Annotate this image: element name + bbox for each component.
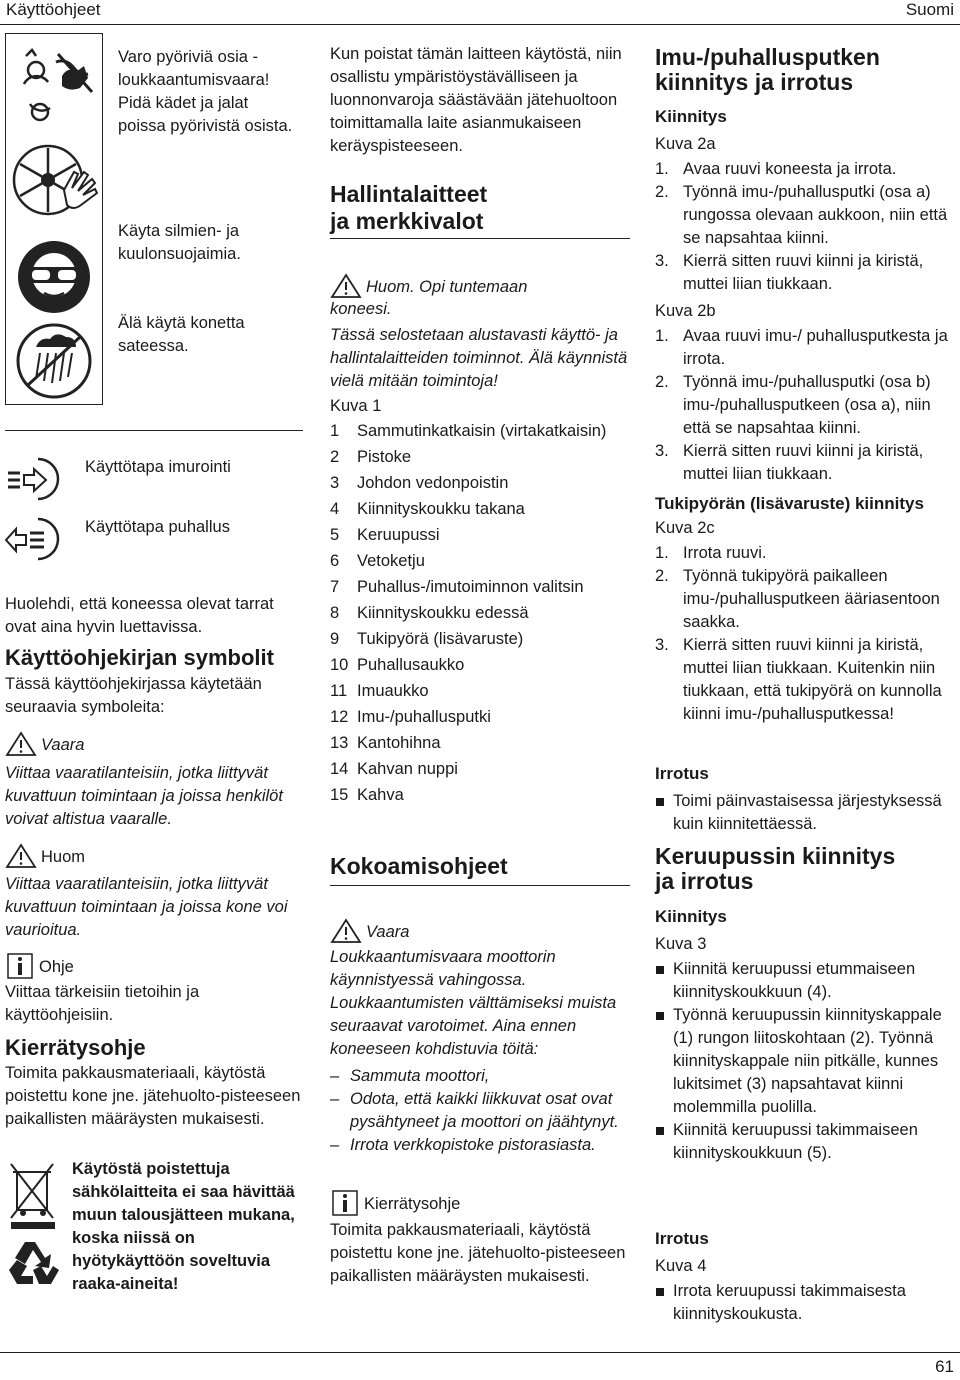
assembly-recycle-text: Toimita pakkausmateriaali, käytöstä poistettu kone jne. jätehuolto-pisteeseen paikallisten määräysten mukaisesti.	[330, 1221, 626, 1285]
assembly-vaara-heading	[330, 918, 409, 944]
precaution-list	[330, 1065, 630, 1157]
info-icon	[330, 1190, 360, 1216]
list-item: 11 Imuaukko	[330, 682, 429, 700]
header-divider	[0, 24, 960, 25]
symbols-intro: Tässä käyttöohjekirjassa käytetään seuraavia symboleita:	[5, 675, 262, 716]
bag-steps	[655, 958, 955, 1165]
list-item: – Odota, että kaikki liikkuvat osat ovat pysähtyneet ja moottori on jäähtynyt.	[330, 1090, 619, 1131]
list-item: 7 Puhallus-/imutoiminnon valitsin	[330, 578, 584, 596]
steps-2c	[655, 542, 955, 726]
wheel-title: Tukipyörän (lisävaruste) kiinnitys	[655, 494, 924, 513]
list-item: Toimi päinvastaisessa järjestyksessä kuin kiinnitettäessä.	[655, 790, 955, 836]
list-item: 3. Kierrä sitten ruuvi kiinni ja kiristä, muttei liian tiukkaan.	[655, 442, 924, 483]
ohje-heading	[5, 953, 74, 979]
list-item: 3. Kierrä sitten ruuvi kiinni ja kiristä, muttei liian tiukkaan.	[655, 252, 924, 293]
ohje-label: Ohje	[39, 958, 74, 976]
header-manual-title: Käyttöohjeet	[6, 0, 101, 19]
assembly-title: Kokoamisohjeet	[330, 853, 508, 879]
tube-title-2: kiinnitys ja irrotus	[655, 69, 854, 95]
steps-2b	[655, 325, 955, 486]
assembly-vaara-text-2: Loukkaantumisten välttämiseksi muista seuraavat varotoimet. Aina ennen koneeseen kohdistuvia töitä:	[330, 994, 617, 1058]
warning-triangle-icon	[330, 918, 362, 944]
safety-text-rain: Älä käytä konetta sateessa.	[118, 314, 245, 355]
controls-huom-text: Tässä selostetaan alustavasti käyttö- ja hallintalaitteiden toiminnot. Älä käynnistä vielä mitään toimintoja!	[330, 326, 628, 390]
vaara-text: Viittaa vaaratilanteisiin, jotka liittyvät kuvattuun toimintaan ja joissa henkilöt voivat altistua vaaralle.	[5, 764, 283, 828]
huom-heading	[5, 843, 85, 869]
assembly-recycle-heading	[330, 1190, 460, 1216]
disposal-intro: Kun poistat tämän laitteen käytöstä, niin osallistu ympäristöystävälliseen ja luonnonvaroja säästävään jätehuoltoon toimittamalla laite asianmukaiseen keräyspisteeseen.	[330, 45, 622, 155]
weee-text: Käytöstä poistettuja sähkölaitteita ei saa hävittää muun talousjätteen mukana, koska niissä on hyötykäyttöön soveltuvia raaka-aineita!	[72, 1160, 295, 1293]
figure-2b-label: Kuva 2b	[655, 302, 716, 320]
symbols-title: Käyttöohjekirjan symbolit	[5, 645, 274, 670]
bag-kiinnitys-heading: Kiinnitys	[655, 907, 727, 926]
assembly-vaara-label: Vaara	[366, 923, 410, 941]
controls-title-rule	[330, 238, 630, 239]
bag-title-1: Keruupussin kiinnitys	[655, 843, 896, 869]
blow-mode-icon	[4, 515, 62, 568]
section-divider	[5, 430, 303, 431]
crossed-bin-icon	[5, 1160, 61, 1235]
vaara-heading	[5, 731, 84, 757]
vaara-label: Vaara	[41, 736, 85, 754]
warning-triangle-icon	[5, 843, 37, 869]
assembly-title-rule	[330, 885, 630, 886]
recycle-title: Kierrätysohje	[5, 1035, 146, 1060]
safety-text-rotating: Varo pyöriviä osia - loukkaantumisvaara! Pidä kädet ja jalat poissa pyörivistä osista.	[118, 48, 293, 135]
list-item: 2. Työnnä imu-/puhallusputki (osa a) rungossa olevaan aukkoon, niin että se napsahtaa kiinni.	[655, 183, 948, 247]
list-item: Kiinnitä keruupussi etummaiseen kiinnityskoukkuun (4).	[655, 958, 955, 1004]
figure-2a-label: Kuva 2a	[655, 135, 716, 153]
safety-icon-panel	[5, 33, 103, 405]
figure-1-label: Kuva 1	[330, 397, 382, 415]
huom-text: Viittaa vaaratilanteisiin, jotka liittyvät kuvattuun toimintaan ja joissa kone voi vaurioitua.	[5, 875, 288, 939]
header-language: Suomi	[905, 0, 954, 19]
controls-huom-label-2: koneesi.	[330, 300, 392, 318]
footer-divider	[0, 1352, 960, 1353]
list-item: 4 Kiinnityskoukku takana	[330, 500, 525, 518]
no-rain-icon	[6, 319, 102, 401]
steps-2a	[655, 158, 955, 296]
list-item: 2. Työnnä tukipyörä paikalleen imu-/puhallusputkeen ääriasentoon saakka.	[655, 567, 940, 631]
list-item: Kiinnitä keruupussi takimmaiseen kiinnityskoukkuun (5).	[655, 1119, 955, 1165]
list-item: – Irrota verkkopistoke pistorasiasta.	[330, 1136, 596, 1154]
fan-hand-icon	[6, 134, 102, 234]
list-item: 1. Avaa ruuvi imu-/ puhallusputkesta ja irrota.	[655, 327, 948, 368]
rotating-parts-icon	[6, 42, 102, 132]
recycle-icon	[5, 1236, 61, 1295]
warning-triangle-icon	[330, 273, 362, 299]
list-item: – Sammuta moottori,	[330, 1067, 490, 1085]
controls-title-2: ja merkkivalot	[330, 208, 484, 234]
blow-mode-label: Käyttötapa puhallus	[85, 518, 230, 536]
warning-triangle-icon	[5, 731, 37, 757]
list-item: 1. Avaa ruuvi koneesta ja irrota.	[655, 160, 897, 178]
list-item: 14 Kahvan nuppi	[330, 760, 458, 778]
tube-irrotus-heading: Irrotus	[655, 764, 709, 783]
eye-ear-protection-icon	[6, 237, 102, 317]
list-item: 2 Pistoke	[330, 448, 412, 466]
figure-2c-label: Kuva 2c	[655, 519, 715, 537]
list-item: 8 Kiinnityskoukku edessä	[330, 604, 529, 622]
list-item: 12 Imu-/puhallusputki	[330, 708, 491, 726]
vacuum-mode-label: Käyttötapa imurointi	[85, 458, 231, 476]
tube-kiinnitys-heading: Kiinnitys	[655, 107, 727, 126]
bag-irrotus-heading: Irrotus	[655, 1229, 709, 1248]
controls-huom-heading	[330, 273, 527, 299]
list-item: 3 Johdon vedonpoistin	[330, 474, 509, 492]
list-item: 13 Kantohihna	[330, 734, 441, 752]
list-item: 9 Tukipyörä (lisävaruste)	[330, 630, 524, 648]
list-item: 5 Keruupussi	[330, 526, 440, 544]
ohje-text: Viittaa tärkeisiin tietoihin ja käyttöohjeisiin.	[5, 983, 200, 1024]
list-item: 1. Irrota ruuvi.	[655, 544, 767, 562]
controls-huom-label: Huom. Opi tuntemaan	[366, 278, 528, 296]
irrotus-list	[655, 790, 955, 836]
list-item: 3. Kierrä sitten ruuvi kiinni ja kiristä, muttei liian tiukkaan. Kuitenkin niin tiukkaan, että tukipyörä on kunnolla kiinni imu-/puhallusputkessa!	[655, 636, 942, 723]
huom-label: Huom	[41, 848, 86, 866]
list-item: 2. Työnnä imu-/puhallusputki (osa b) imu-/puhallusputkeen (osa a), niin että se napsahtaa kiinni.	[655, 373, 931, 437]
recycle-text: Toimita pakkausmateriaali, käytöstä poistettu kone jne. jätehuolto-pisteeseen paikallisten määräysten mukaisesti.	[5, 1064, 301, 1128]
assembly-vaara-text-1: Loukkaantumisvaara moottorin käynnistyessä vahingossa.	[330, 948, 556, 989]
safety-text-protection: Käyta silmien- ja kuulonsuojaimia.	[118, 222, 241, 263]
figure-3-label: Kuva 3	[655, 935, 707, 953]
controls-title-1: Hallintalaitteet	[330, 181, 488, 207]
parts-list	[330, 420, 630, 807]
page-number: 61	[935, 1357, 954, 1376]
info-icon	[5, 953, 35, 979]
list-item: 6 Vetoketju	[330, 552, 425, 570]
list-item: 15 Kahva	[330, 786, 404, 804]
vacuum-mode-icon	[4, 455, 62, 508]
bag-remove-list	[655, 1280, 955, 1326]
labels-note: Huolehdi, että koneessa olevat tarrat ovat aina hyvin luettavissa.	[5, 595, 274, 636]
tube-title-1: Imu-/puhallusputken	[655, 44, 880, 70]
list-item: Työnnä keruupussin kiinnityskappale (1) rungon liitoskohtaan (2). Työnnä kiinnityskappale niin pitkälle, kunnes lukitsimet (3) napsahtavat kiinni molemmilla puolilla.	[655, 1004, 955, 1119]
bag-title-2: ja irrotus	[655, 868, 754, 894]
assembly-recycle-label: Kierrätysohje	[364, 1195, 461, 1213]
list-item: 10 Puhallusaukko	[330, 656, 465, 674]
list-item: 1 Sammutinkatkaisin (virtakatkaisin)	[330, 422, 607, 440]
list-item: Irrota keruupussi takimmaisesta kiinnityskoukusta.	[655, 1280, 955, 1326]
figure-4-label: Kuva 4	[655, 1257, 707, 1275]
